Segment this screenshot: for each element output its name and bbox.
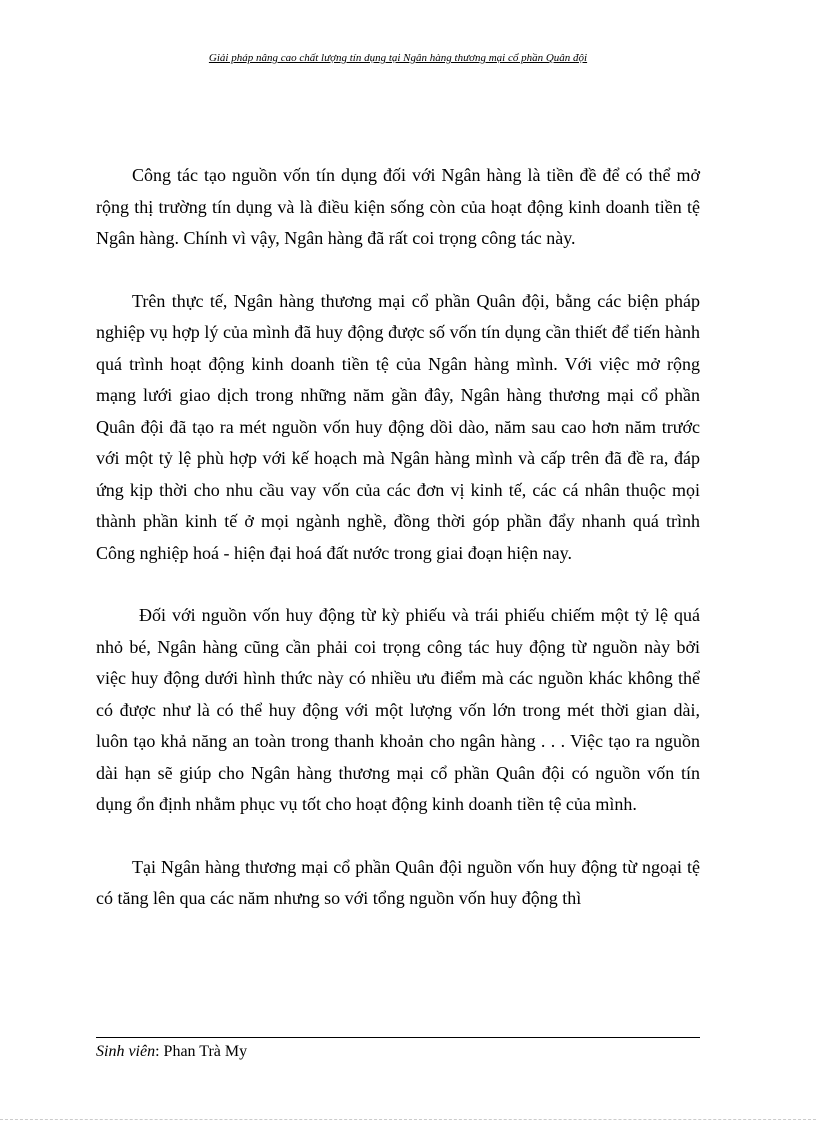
footer-student-name: Phan Trà My bbox=[163, 1043, 248, 1060]
footer-student-label: Sinh viên bbox=[96, 1043, 156, 1060]
body-paragraph-1: Công tác tạo nguồn vốn tín dụng đối với Ngân hàng là tiền đề để có thể mở rộng thị trường tín dụng và là điều kiện sống còn của hoạt động kinh doanh tiền tệ Ngân hàng. Chính vì vậy, Ngân hàng đã rất coi trọng công tác này. bbox=[96, 165, 700, 248]
document-footer bbox=[96, 1042, 247, 1062]
document-header-title: Giải pháp nâng cao chất lượng tín dụng tại Ngân hàng thương mại cổ phần Quân đội bbox=[208, 52, 588, 64]
footer-divider bbox=[96, 1037, 700, 1038]
page-bottom-edge bbox=[0, 1119, 816, 1120]
body-paragraph-3: Đối với nguồn vốn huy động từ kỳ phiếu và trái phiếu chiếm một tỷ lệ quá nhỏ bé, Ngân hàng cũng cần phải coi trọng công tác huy động từ nguồn này bởi việc huy động dưới hình thức này có nhiều ưu điểm mà các nguồn khác không thể có được như là có thể huy động với một lượng vốn lớn trong mét thời gian dài, luôn tạo khả năng an toàn trong thanh khoản cho ngân hàng . . . Việc tạo ra nguồn dài hạn sẽ giúp cho Ngân hàng thương mại cổ phần Quân đội có nguồn vốn tín dụng ổn định nhằm phục vụ tốt cho hoạt động kinh doanh tiền tệ của mình. bbox=[96, 605, 700, 814]
document-body bbox=[96, 160, 700, 915]
footer-separator: : bbox=[155, 1043, 164, 1060]
body-paragraph-2: Trên thực tế, Ngân hàng thương mại cổ phần Quân đội, bằng các biện pháp nghiệp vụ hợp lý của mình đã huy động được số vốn tín dụng cần thiết để tiến hành quá trình hoạt động kinh doanh tiền tệ của Ngân hàng mình. Với việc mở rộng mạng lưới giao dịch trong những năm gần đây, Ngân hàng thương mại cổ phần Quân đội đã tạo ra mét nguồn vốn huy động dồi dào, năm sau cao hơn năm trước với một tỷ lệ phù hợp với kế hoạch mà Ngân hàng mình và cấp trên đã đề ra, đáp ứng kịp thời cho nhu cầu vay vốn của các đơn vị kinh tế, các cá nhân thuộc mọi thành phần kinh tế ở mọi ngành nghề, đồng thời góp phần đẩy nhanh quá trình Công nghiệp hoá - hiện đại hoá đất nước trong giai đoạn hiện nay. bbox=[96, 290, 700, 563]
body-paragraph-4: Tại Ngân hàng thương mại cổ phần Quân đội nguồn vốn huy động từ ngoại tệ có tăng lên qua các năm nhưng so với tổng nguồn vốn huy động thì bbox=[96, 856, 700, 908]
